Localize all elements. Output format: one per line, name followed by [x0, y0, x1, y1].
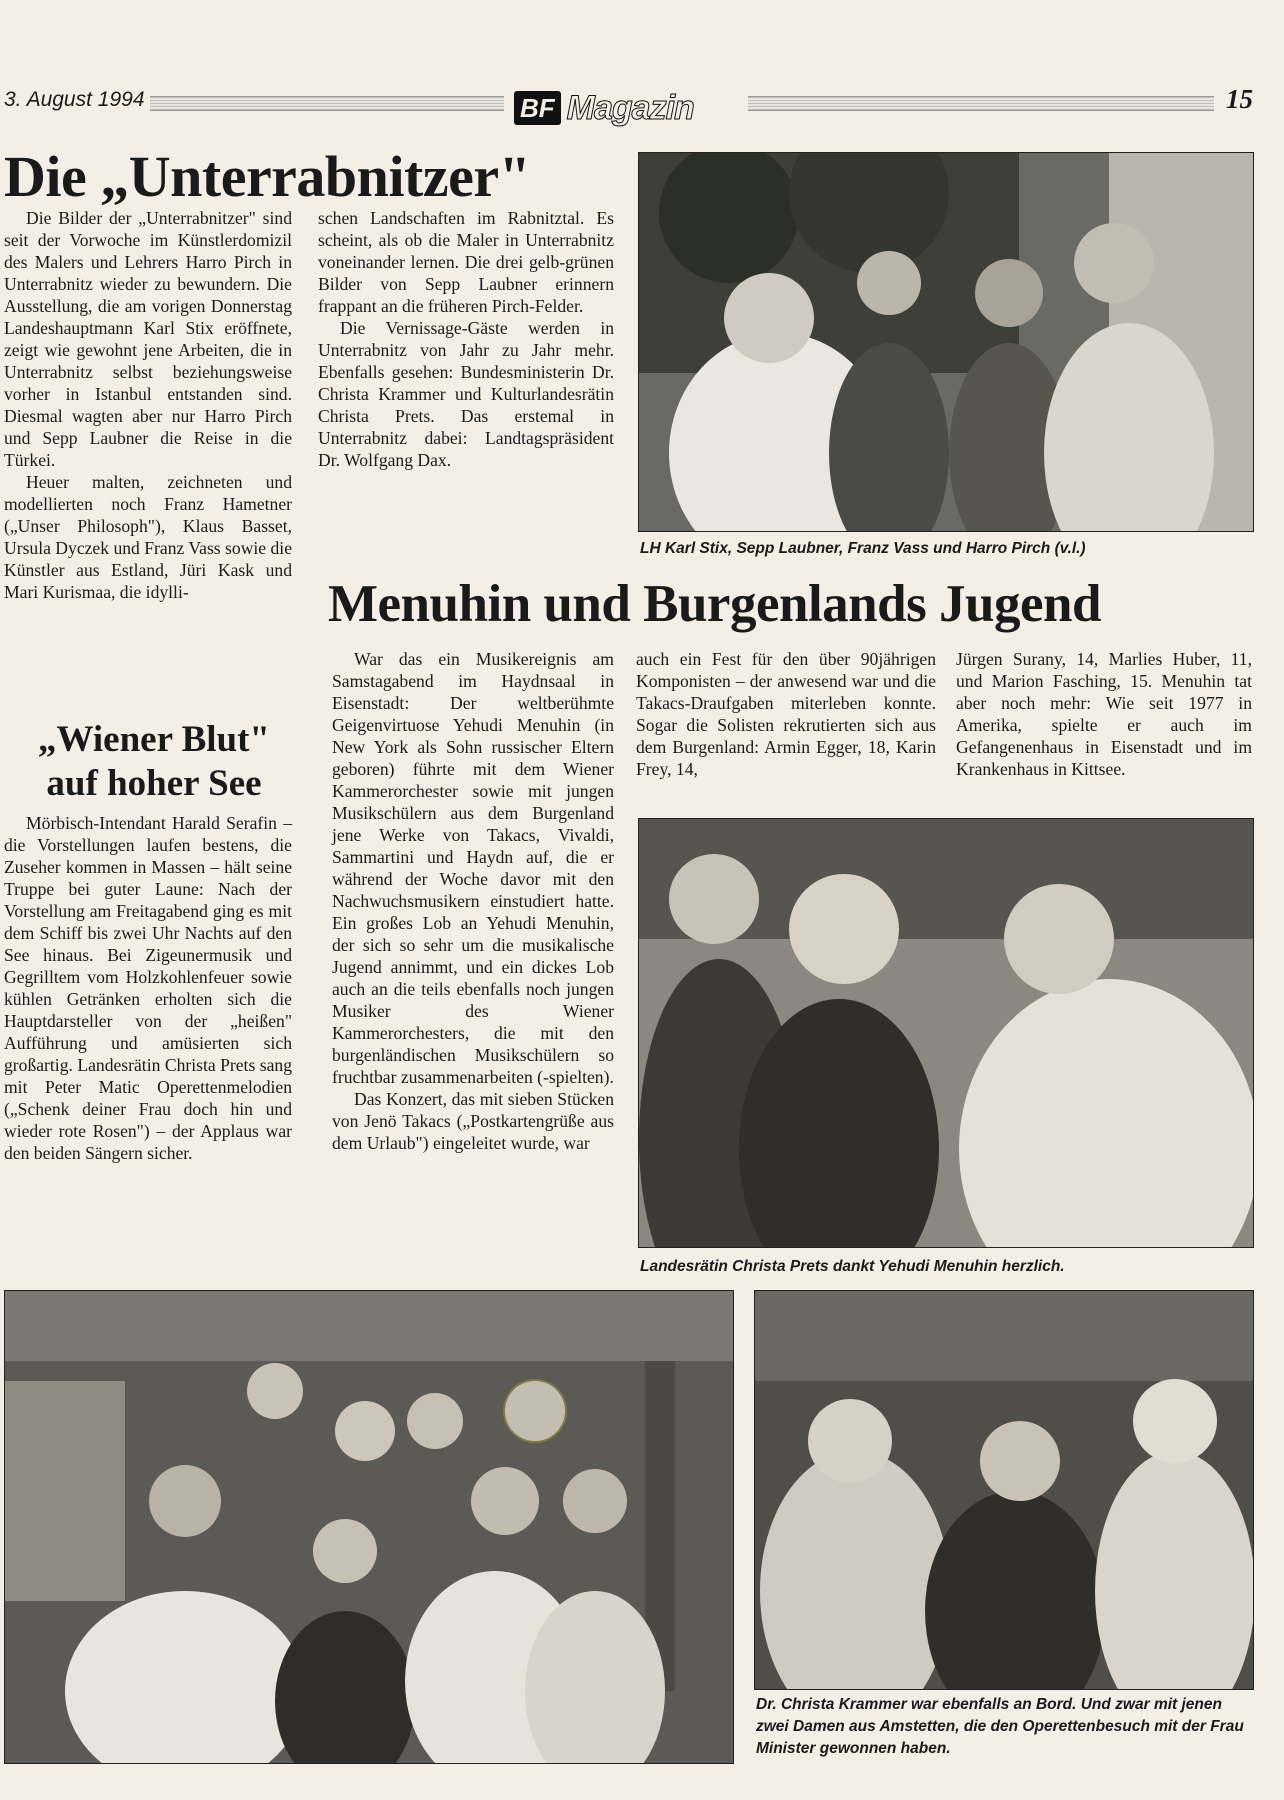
article3-column-1 [332, 648, 614, 1154]
article3-col3-text: Jürgen Surany, 14, Marlies Huber, 11, und Marion Fasching, 15. Menuhin tat aber noch mehr: Wie seit 1977 in Amerika, spielte er auch im Gefangenenhaus in Eisenstadt und im Krankenhaus in Kittsee. [956, 649, 1252, 779]
article2-column [4, 812, 292, 1164]
logo-bf: BF [514, 91, 561, 125]
article1-col1-para2: Heuer malten, zeichneten und modellierten noch Franz Hametner („Unser Philosoph"), Klaus Basset, Ursula Dyczek und Franz Vass sowie die Künstler aus Estland, Jüri Kask und Mari Kurismaa, die idylli- [4, 472, 292, 602]
headline-wiener-blut-line2: auf hoher See [46, 763, 262, 804]
photo-prets-menuhin [638, 818, 1254, 1248]
photo-krammer-ladies [754, 1290, 1254, 1690]
header-rule-right [748, 96, 1214, 111]
logo-magazin: Magazin [566, 88, 694, 127]
article1-column-1 [4, 207, 292, 603]
photo-caption-vernissage: LH Karl Stix, Sepp Laubner, Franz Vass und Harro Pirch (v.l.) [640, 540, 1086, 557]
article1-col1-para1: Die Bilder der „Unterrabnitzer" sind seit der Vorwoche im Künstlerdomizil des Malers und Lehrers Harro Pirch in Unterrabnitz wieder zu bewundern. Die Ausstellung, die am vorigen Donnerstag Landeshauptmann Karl Stix eröffnete, zeigt wie gewohnt jene Arbeiten, die in Unterrabnitz selbst beziehungsweise vorher in Istanbul entstanden sind. Diesmal wagten aber nur Harro Pirch und Sepp Laubner die Reise in die Türkei. [4, 208, 292, 470]
article2-text: Mörbisch-Intendant Harald Serafin – die Vorstellungen laufen bestens, die Zuseher kommen in Massen – hält seine Truppe bei guter Laune: Nach der Vorstellung am Freitagabend ging es mit dem Schiff bis zwei Uhr Nachts auf den See hinaus. Bei Zigeunermusik und Gegrilltem vom Holzkohlenfeuer sowie kühlen Getränken erholten sich die Hauptdarsteller von der „heißen" Aufführung und amüsierten sich großartig. Landesrätin Christa Prets sang mit Peter Matic Operettenmelodien („Schenk deiner Frau doch hin und wieder rote Rosen") – der Applaus war den beiden Sängern sicher. [4, 813, 292, 1163]
header-rule-left [150, 96, 504, 111]
headline-unterrabnitzer: Die „Unterrabnitzer" [4, 144, 531, 209]
magazin-logo [514, 86, 694, 130]
article3-col1-para1: War das ein Musikereignis am Samstagabend im Haydnsaal in Eisenstadt: Der weltberühmte Geigenvirtuose Yehudi Menuhin (in New York als Sohn russischer Eltern geboren) führte mit dem Wiener Kammerorchester sowie mit jungen Musikschülern aus dem Burgenland jene Werke von Takacs, Vivaldi, Sammartini und Haydn auf, die er während der Woche davor mit den Nachwuchsmusikern einstudiert hatte. Ein großes Lob an Yehudi Menuhin, der sich so sehr um die musikalische Jugend annimmt, und ein dickes Lob auch an die teils ebenfalls noch jungen Musiker des Wiener Kammerorchesters, die mit den burgenländischen Musikschülern so fruchtbar zusammenarbeiten (-spielten). [332, 649, 614, 1087]
headline-menuhin: Menuhin und Burgenlands Jugend [328, 575, 1101, 633]
article3-col1-para2: Das Konzert, das mit sieben Stücken von Jenö Takacs („Postkartengrüße aus dem Urlaub") eingeleitet wurde, war [332, 1089, 614, 1153]
article3-column-3 [956, 648, 1252, 780]
article1-col2-para2: Die Vernissage-Gäste werden in Unterrabnitz von Jahr zu Jahr mehr. Ebenfalls gesehen: Bundesministerin Dr. Christa Krammer und Kulturlandesrätin Christa Prets. Das erstemal in Unterrabnitz dabei: Landtagspräsident Dr. Wolfgang Dax. [318, 318, 614, 470]
photo-ship-party [4, 1290, 734, 1764]
page-number: 15 [1226, 84, 1253, 114]
photo-vernissage-guests [638, 152, 1254, 532]
article3-column-2 [636, 648, 936, 780]
article1-column-2 [318, 207, 614, 471]
issue-date: 3. August 1994 [4, 88, 145, 111]
headline-wiener-blut-line1: „Wiener Blut" [38, 719, 270, 760]
article3-col2-text: auch ein Fest für den über 90jährigen Komponisten – der anwesend war und die Takacs-Draufgaben miterleben konnte. Sogar die Solisten rekrutierten sich aus dem Burgenland: Armin Egger, 18, Karin Frey, 14, [636, 649, 936, 779]
headline-wiener-blut [4, 718, 304, 806]
photo-caption-krammer: Dr. Christa Krammer war ebenfalls an Bord. Und zwar mit jenen zwei Damen aus Amstetten, die den Operettenbesuch mit der Frau Minister gewonnen haben. [756, 1696, 1244, 1757]
photo-caption-menuhin: Landesrätin Christa Prets dankt Yehudi Menuhin herzlich. [640, 1258, 1065, 1275]
article1-col2-para1: schen Landschaften im Rabnitztal. Es scheint, als ob die Maler in Unterrabnitz voneinander lernen. Die drei gelb-grünen Bilder von Sepp Laubner erinnern frappant an die früheren Pirch-Felder. [318, 208, 614, 316]
